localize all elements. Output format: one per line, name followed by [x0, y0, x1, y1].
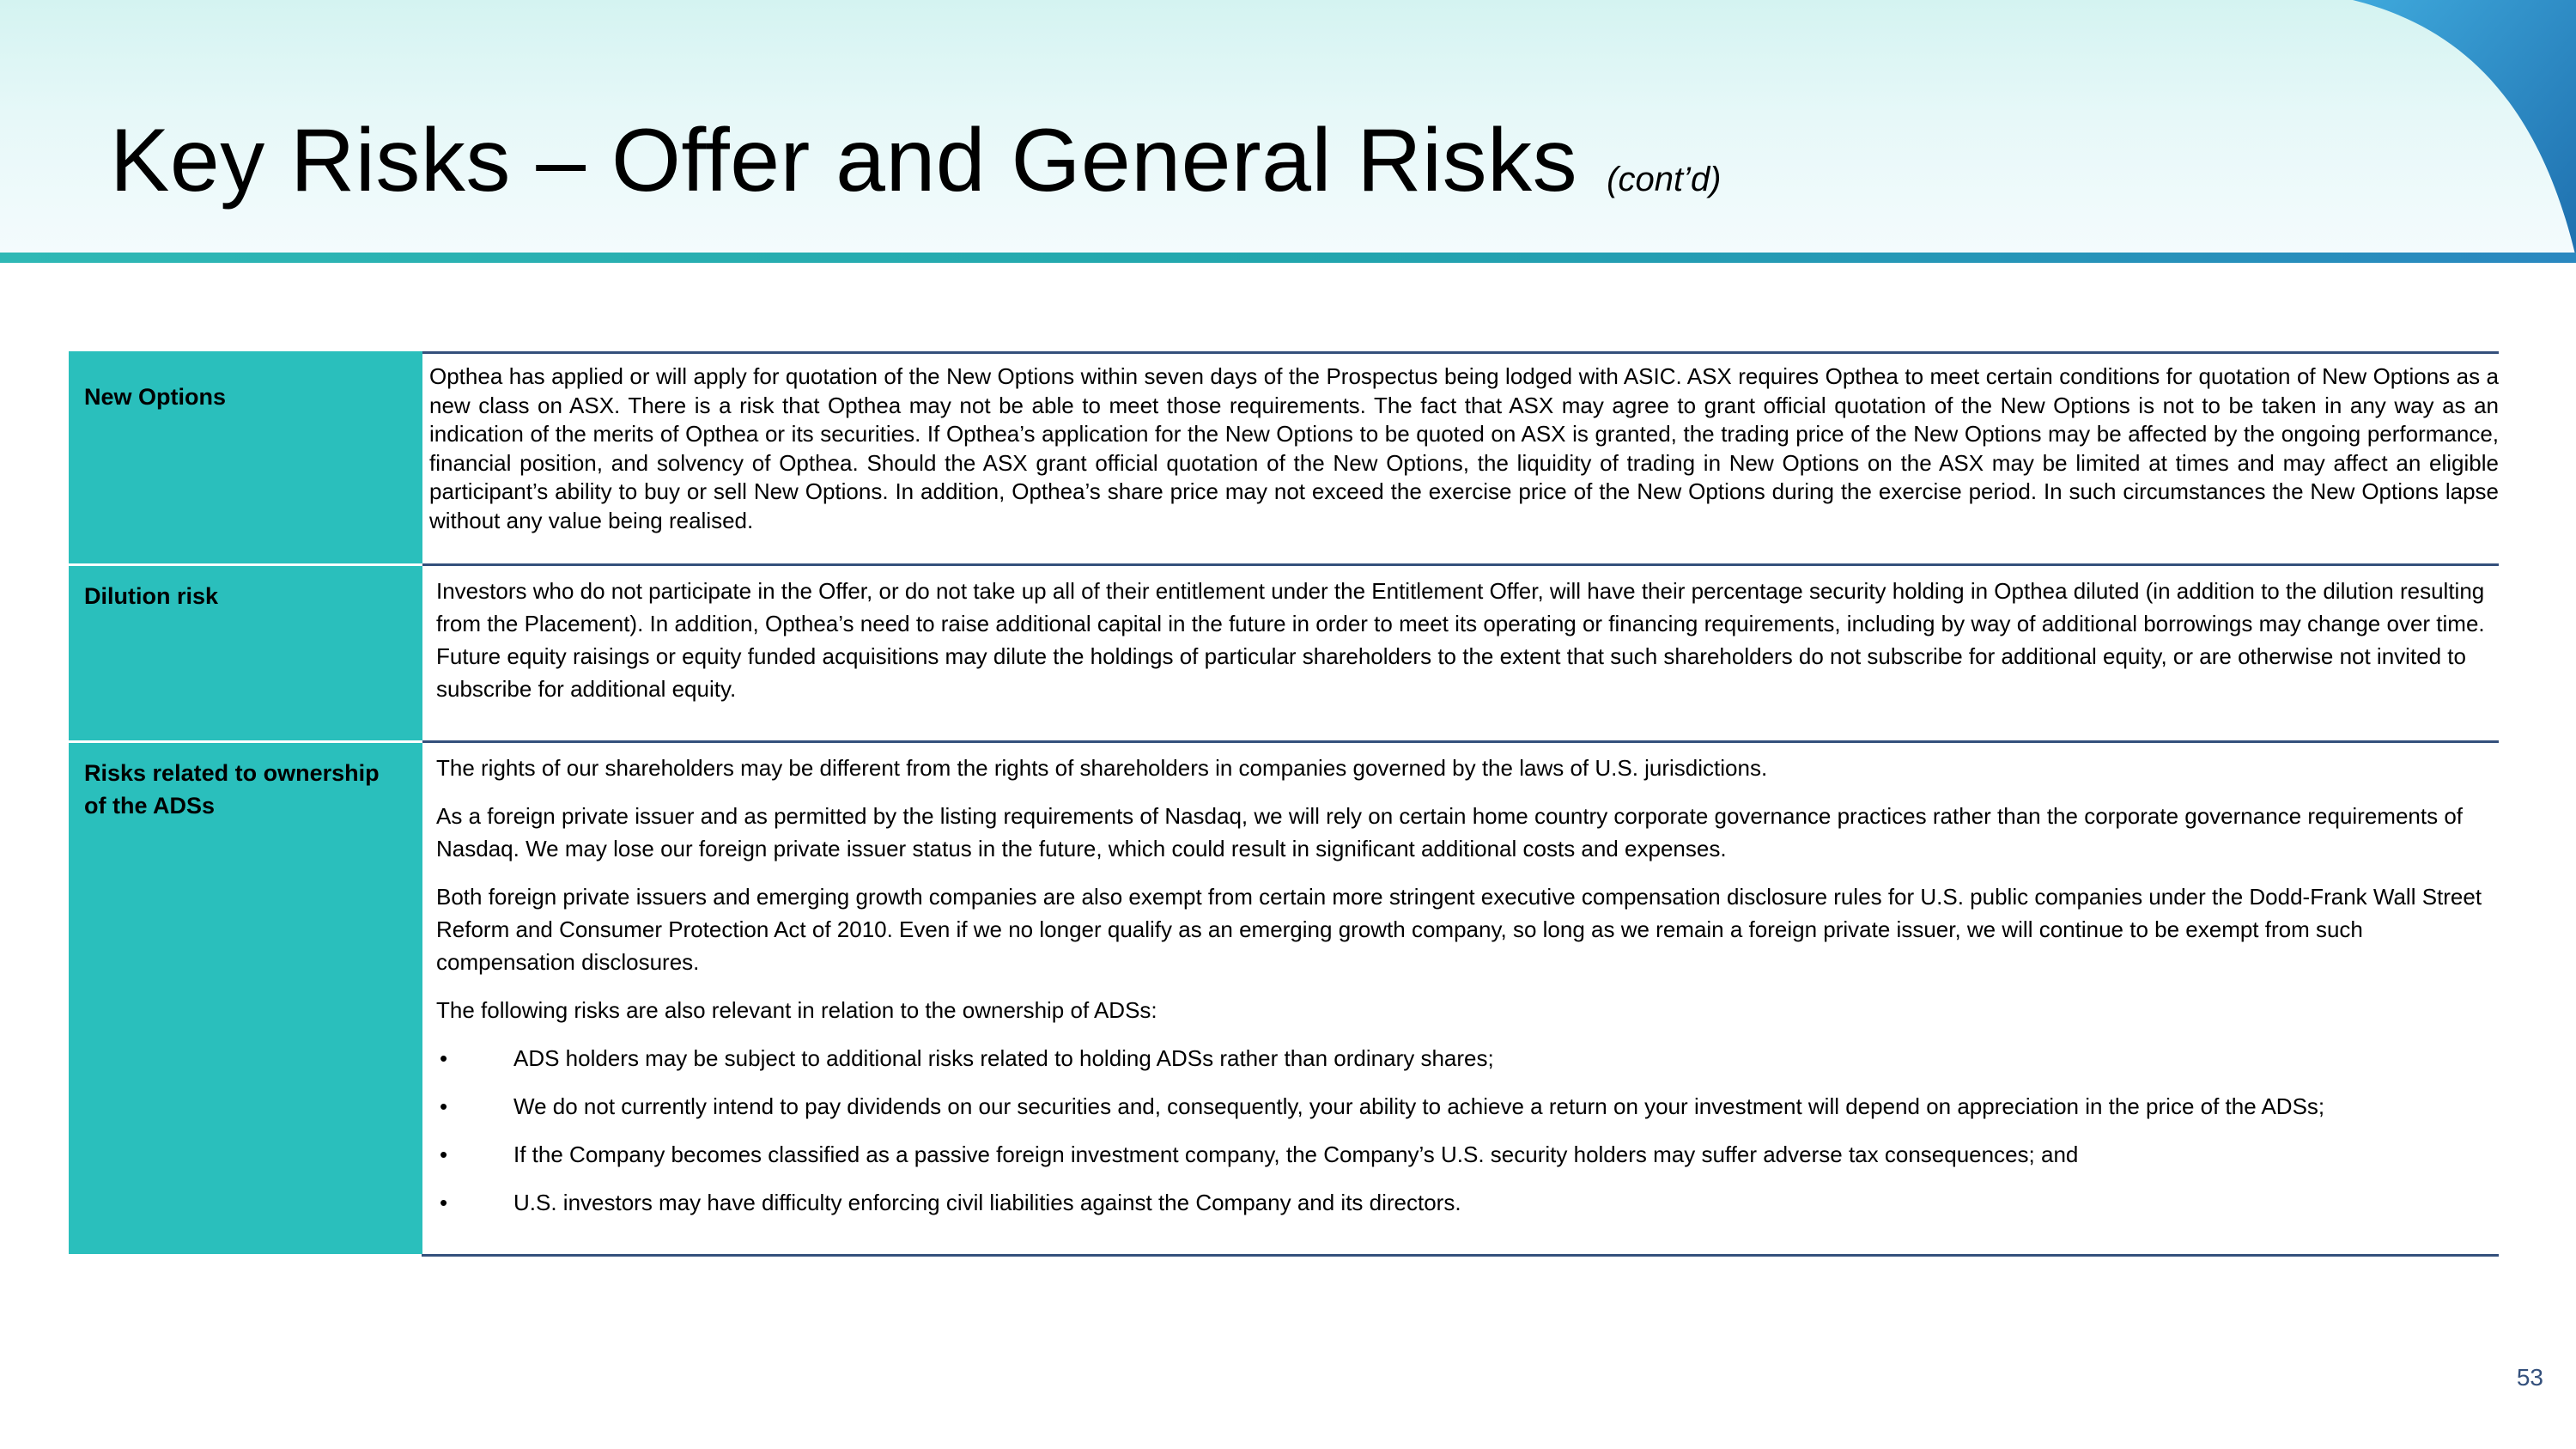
bullet-dot-icon: • [440, 1045, 448, 1071]
row-label: Risks related to ownership of the ADSs [69, 740, 422, 1254]
title-text: Key Risks – Offer and General Risks [110, 111, 1578, 210]
risk-row-new-options [69, 351, 2499, 563]
bullet-text: We do not currently intend to pay dividends on our securities and, consequently, your ability to achieve a return on your investment will depend on appreciation in the price of the ADSs; [513, 1093, 2325, 1119]
bullet-text: ADS holders may be subject to additional risks related to holding ADSs rather than ordinary shares; [513, 1045, 1494, 1071]
risk-paragraph: As a foreign private issuer and as permitted by the listing requirements of Nasdaq, we will rely on certain home country corporate governance practices rather than the corporate governance requirements of Nasdaq. We may lose our foreign private issuer status in the future, which could result in significant additional costs and expenses. [436, 803, 2464, 861]
risk-paragraph: Both foreign private issuers and emerging growth companies are also exempt from certain more stringent executive compensation disclosure rules for U.S. public companies under the Dodd-Frank Wall Street Reform and Consumer Protection Act of 2010. Even if we no longer qualify as an emerging growth company, so long as we remain a foreign private issuer, we will continue to be exempt from such compensation disclosures. [436, 884, 2482, 975]
header-accent-line [0, 253, 2576, 263]
row-label: Dilution risk [69, 563, 422, 740]
bullet-item [436, 1138, 2488, 1171]
row-body [422, 563, 2499, 740]
page-number: 53 [2516, 1364, 2543, 1391]
row-body [422, 740, 2499, 1254]
risk-row-ads-ownership [69, 740, 2499, 1254]
risk-row-dilution [69, 563, 2499, 740]
row-body [422, 351, 2499, 563]
risk-paragraph: The following risks are also relevant in relation to the ownership of ADSs: [436, 997, 1157, 1023]
row-label: New Options [69, 351, 422, 563]
title-suffix: (cont’d) [1607, 161, 1722, 198]
slide-title [110, 110, 1722, 212]
bullet-dot-icon: • [440, 1190, 448, 1215]
bullet-item [436, 1042, 2488, 1075]
bullet-dot-icon: • [440, 1142, 448, 1167]
risk-paragraph: The rights of our shareholders may be different from the rights of shareholders in companies governed by the laws of U.S. jurisdictions. [436, 755, 1768, 781]
bullet-text: U.S. investors may have difficulty enforcing civil liabilities against the Company and its directors. [513, 1190, 1461, 1215]
bullet-dot-icon: • [440, 1093, 448, 1119]
table-bottom-rule [422, 1254, 2499, 1257]
risk-text: Investors who do not participate in the Offer, or do not take up all of their entitlement under the Entitlement Offer, will have their percentage security holding in Opthea diluted (in addition to the dilution resulting from the Placement). In addition, Opthea’s need to raise additional capital in the future in order to meet its operating or financing requirements, including by way of additional borrowings may change over time. Future equity raisings or equity funded acquisitions may dilute the holdings of particular shareholders to the extent that such shareholders do not subscribe for additional equity, or are otherwise not invited to subscribe for additional equity. [436, 578, 2485, 702]
risk-text: Opthea has applied or will apply for quotation of the New Options within seven days of the Prospectus being lodged with ASIC. ASX requires Opthea to meet certain conditions for quotation of New Options as a new class on ASX. There is a risk that Opthea may not be able to meet those requirements. The fact that ASX may agree to grant official quotation of the New Options is not to be taken in any way as an indication of the merits of Opthea or its securities. If Opthea’s application for the New Options to be quoted on ASX is granted, the trading price of the New Options may be affected by the ongoing performance, financial position, and solvency of Opthea. Should the ASX grant official quotation of the New Options, the liquidity of trading in New Options on the ASX may be limited at times and may affect an eligible participant’s ability to buy or sell New Options. In addition, Opthea’s share price may not exceed the exercise price of the New Options during the exercise period. In such circumstances the New Options lapse without any value being realised. [429, 363, 2499, 533]
risk-table [69, 351, 2499, 1254]
bullet-item [436, 1186, 2488, 1219]
bullet-text: If the Company becomes classified as a passive foreign investment company, the Company’s U.S. security holders may suffer adverse tax consequences; and [513, 1142, 2079, 1167]
bullet-item [436, 1090, 2488, 1123]
corner-swoosh-graphic [2353, 0, 2576, 258]
